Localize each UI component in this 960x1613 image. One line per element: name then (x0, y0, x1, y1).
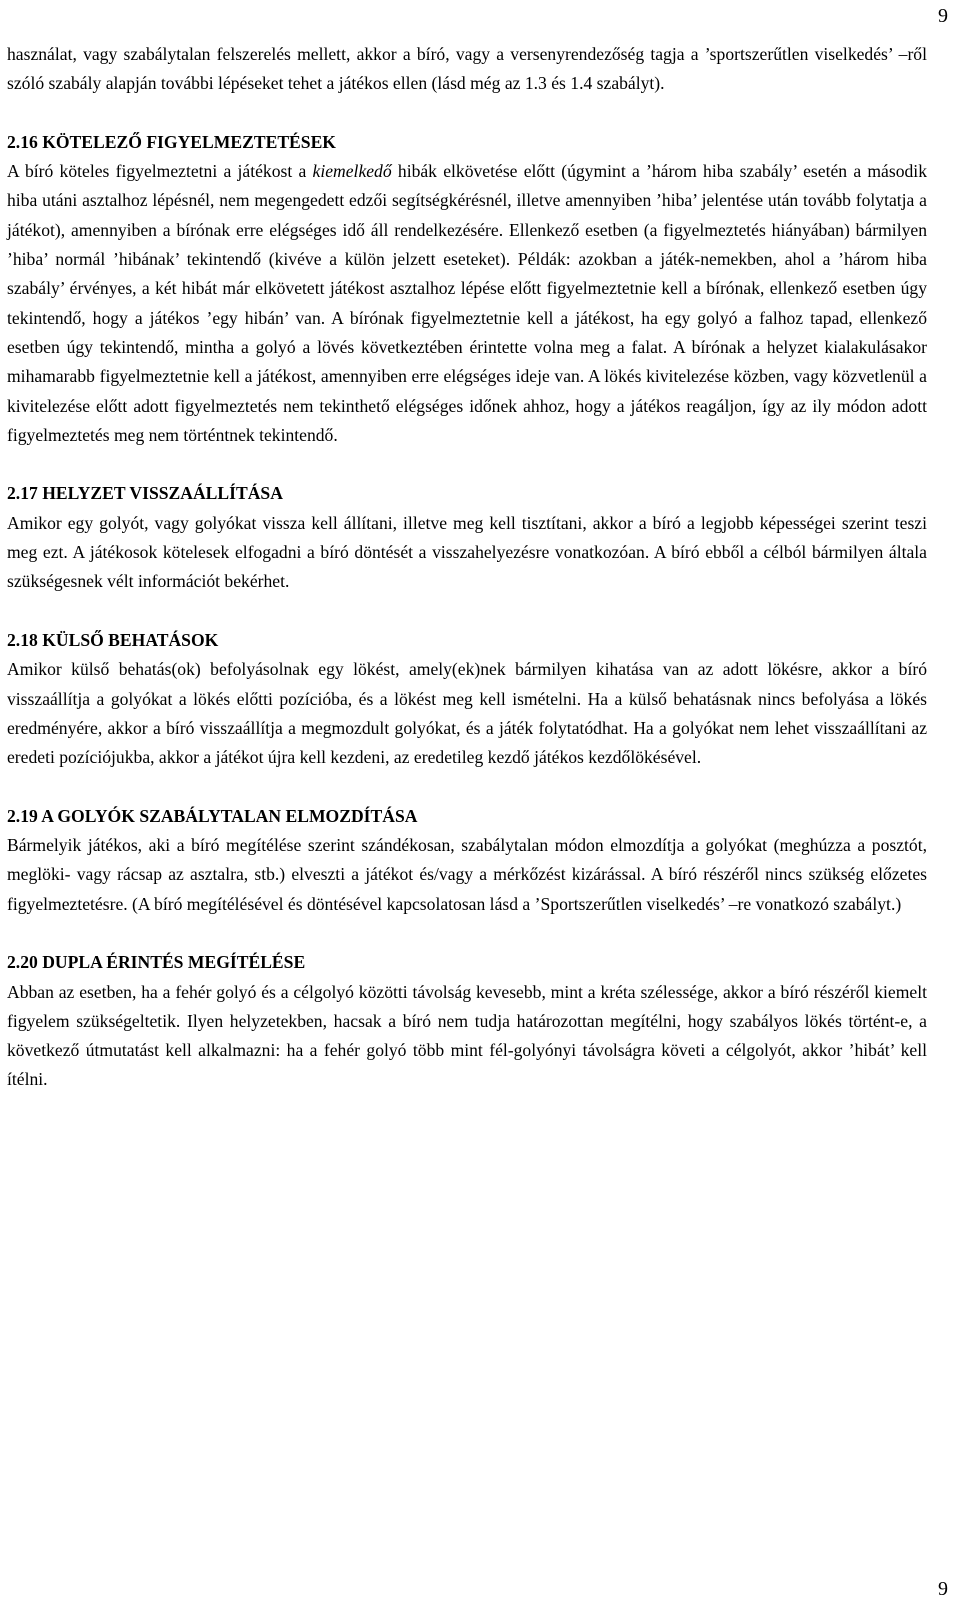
body-text: A bíró köteles figyelmeztetni a játékost a (7, 161, 313, 182)
section-body: Amikor egy golyót, vagy golyókat vissza kell állítani, illetve meg kell tisztítani, akkor a bíró a legjobb képességei szerint teszi meg ezt. A játékosok kötelesek elfogadni a bíró döntését a visszahelyezésre vonatkozóan. A bíró ebből a célból bármilyen általa szükségesnek vélt információt bekérhet. (7, 512, 927, 592)
section-heading: 2.19 A GOLYÓK SZABÁLYTALAN ELMOZDÍTÁSA (7, 805, 418, 826)
document-body (7, 40, 927, 1095)
section-heading: 2.17 HELYZET VISSZAÁLLÍTÁSA (7, 483, 283, 504)
section-2-17 (7, 479, 927, 596)
section-heading: 2.20 DUPLA ÉRINTÉS MEGÍTÉLÉSE (7, 952, 306, 973)
body-text: hibák elkövetése előtt (úgymint a ’három hiba szabály’ esetén a második hiba utáni asztalhoz lépésnél, nem megengedett edzői segítségkérésnél, illetve amennyiben ’hiba’ jelentése után tovább folytatja a játékot), amennyiben a bírónak erre elégséges idő áll rendelkezésére. Ellenkező esetben (a figyelmeztetés hiányában) bármilyen ’hiba’ normál ’hibának’ tekintendő (kivéve a külön jelzett eseteket). Példák: azokban a játék-nemekben, ahol a ’három hiba szabály’ érvényes, a két hibát már elkövetett játékost asztalhoz lépése előtt figyelmeztetnie kell a bírónak, ellenkező esetben úgy tekintendő, hogy a játékos ’egy hibán’ van. A bírónak figyelmeztetnie kell a játékost, ha egy golyó a falhoz tapad, ellenkező esetben úgy tekintendő, mintha a golyó a lövés következtében érintette volna meg a falat. A bírónak a helyzet kialakulásakor mihamarabb figyelmeztetnie kell a játékost, amennyiben erre elégséges ideje van. A lökés kivitelezése közben, vagy közvetlenül a kivitelezése előtt adott figyelmeztetés nem tekinthető elégséges időnek ahhoz, hogy a játékos reagáljon, így az ily módon adott figyelmeztetés meg nem történtnek tekintendő. (7, 161, 927, 445)
section-2-19 (7, 802, 927, 919)
section-heading: 2.16 KÖTELEZŐ FIGYELMEZTETÉSEK (7, 131, 336, 152)
emphasized-text: kiemelkedő (312, 161, 392, 182)
section-2-20 (7, 948, 927, 1094)
section-body (7, 157, 927, 450)
section-2-18 (7, 626, 927, 772)
section-body: Abban az esetben, ha a fehér golyó és a célgolyó közötti távolság kevesebb, mint a kréta szélessége, akkor a bíró részéről kiemelt figyelem szükségeltetik. Ilyen helyzetekben, hacsak a bíró nem tudja határozottan megítélni, hogy szabályos lökés történt-e, a következő útmutatást kell alkalmazni: ha a fehér golyó több mint fél-golyónyi távolságra követi a célgolyót, akkor ’hibát’ kell ítélni. (7, 981, 927, 1090)
page-number-top: 9 (938, 5, 948, 27)
section-heading: 2.18 KÜLSŐ BEHATÁSOK (7, 629, 219, 650)
intro-paragraph: használat, vagy szabálytalan felszerelés mellett, akkor a bíró, vagy a versenyrendezőség tagja a ’sportszerűtlen viselkedés’ –ről szóló szabály alapján további lépéseket tehet a játékos ellen (lásd még az 1.3 és 1.4 szabályt). (7, 44, 927, 94)
page-number-bottom: 9 (938, 1578, 948, 1600)
section-2-16 (7, 128, 927, 450)
section-body: Bármelyik játékos, aki a bíró megítélése szerint szándékosan, szabálytalan módon elmozdítja a golyókat (meghúzza a posztót, meglöki- vagy rácsap az asztalra, stb.) elveszti a játékot és/vagy a mérkőzést kizárással. A bíró részéről nincs szükség előzetes figyelmeztetésre. (A bíró megítélésével és döntésével kapcsolatosan lásd a ’Sportszerűtlen viselkedés’ –re vonatkozó szabályt.) (7, 835, 927, 914)
section-body: Amikor külső behatás(ok) befolyásolnak egy lökést, amely(ek)nek bármilyen kihatása van az adott lökésre, akkor a bíró visszaállítja a golyókat a lökés előtti pozícióba, és a lökést meg kell ismételni. Ha a külső behatásnak nincs befolyása a lökés eredményére, akkor a bíró visszaállítja a megmozdult golyókat, és a játék folytatódhat. Ha a golyókat nem lehet visszaállítani az eredeti pozíciójukba, akkor a játékot újra kell kezdeni, az eredetileg kezdő játékos kezdőlökésével. (7, 659, 927, 768)
